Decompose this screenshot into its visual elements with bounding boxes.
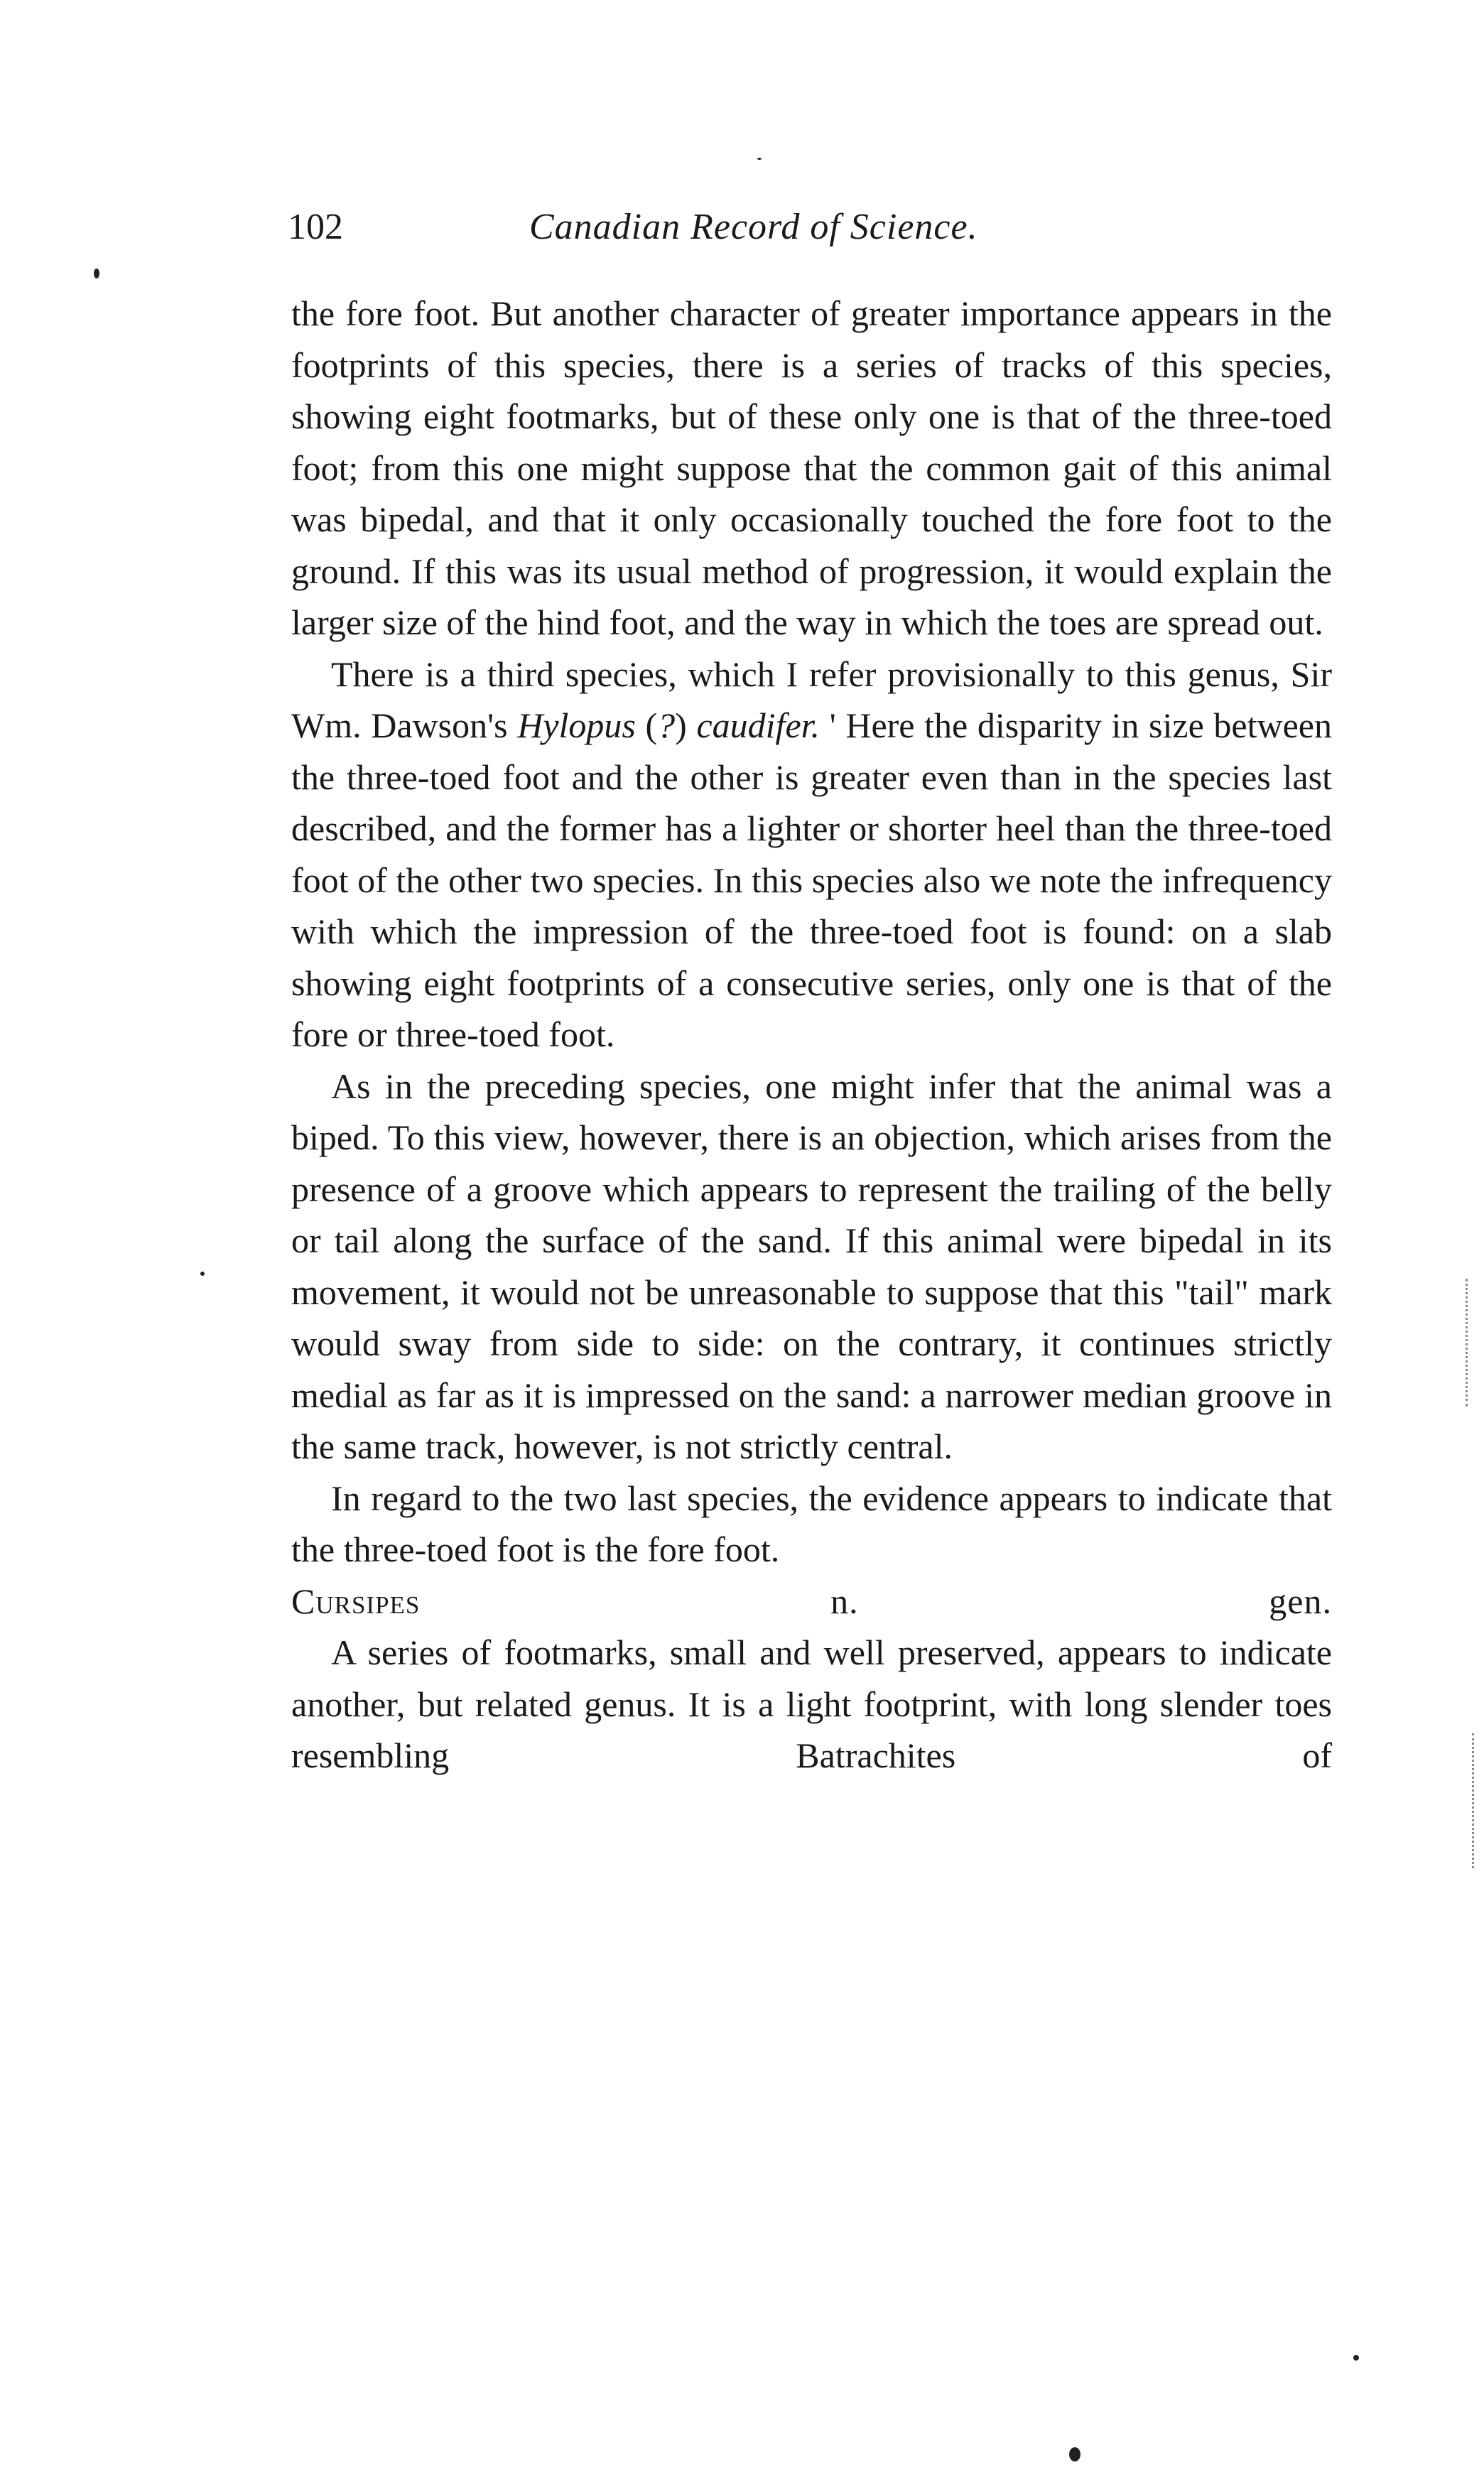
paragraph-1: the fore foot. But another character of greater importance appears in the footprints of this species, there is a series of tracks of this species, showing eight footmarks, but of these only one is that of the three-toed foot; from this one might suppose that the common gait of this animal was bipedal, and that it only occasionally touched the fore foot to the ground. If this was its usual method of progression, it would explain the larger size of the hind foot, and the way in which the toes are spread out.: [291, 293, 1332, 642]
page-number: 102: [288, 207, 343, 247]
section-heading: [291, 1576, 1332, 1627]
section-heading-genus: Cursipes: [291, 1581, 421, 1621]
margin-dots: [1472, 1733, 1474, 1868]
species-name-epithet: caudifer.: [696, 705, 820, 745]
margin-speck: [757, 158, 762, 160]
margin-speck: [1353, 2355, 1359, 2361]
body-text: [291, 288, 1332, 1782]
paragraph-2: There is a third species, which I refer provisionally to this genus, Sir Wm. Dawson's Hylopus (?) caudifer. ' Here the disparity in size between the three-toed foot and the other is greater even than in the species last described, and the former has a lighter or shorter heel than the three-toed foot of the other two species. In this species also we note the infrequency with which the impression of the three-toed foot is found: on a slab showing eight footprints of a consecutive series, only one is that of the fore or three-toed foot.: [291, 654, 1332, 1054]
section-heading-abbr: n. gen.: [830, 1581, 1332, 1621]
margin-dots: [1466, 1279, 1468, 1407]
paragraph-5: A series of footmarks, small and well preserved, appears to indicate another, but related genus. It is a light footprint, with long slender toes resembling Batrachites of: [291, 1632, 1332, 1775]
margin-speck: [94, 269, 99, 278]
page-header: [288, 199, 1325, 263]
paragraph-2-part-2: ' Here the disparity in size between the three-toed foot and the other is greater even than in the species last described, and the former has a lighter or shorter heel than the three-toed foot of the other two species. In this species also we note the infrequency with which the impression of the three-toed foot is found: on a slab showing eight footprints of a consecutive series, only one is that of the fore or three-toed foot.: [291, 705, 1332, 1054]
paragraph-2-part-1: There is a third species, which I refer provisionally to this genus, Sir Wm. Dawson's: [291, 654, 1332, 745]
margin-speck: [1069, 2447, 1080, 2461]
species-name-query: ?: [657, 705, 676, 745]
paragraph-3: As in the preceding species, one might infer that the animal was a biped. To this view, however, there is an objection, which arises from the presence of a groove which appears to represent the trailing of the belly or tail along the surface of the sand. If this animal were bipedal in its movement, it would not be unreasonable to suppose that this "tail" mark would sway from side to side: on the contrary, it continues strictly medial as far as it is impressed on the sand: a narrower median groove in the same track, however, is not strictly central.: [291, 1066, 1332, 1466]
running-title: Canadian Record of Science.: [529, 207, 978, 247]
margin-speck: [200, 1272, 205, 1276]
species-name-genus: Hylopus: [517, 705, 636, 745]
paragraph-4: In regard to the two last species, the evidence appears to indicate that the three-toed foot is the fore foot.: [291, 1478, 1332, 1569]
